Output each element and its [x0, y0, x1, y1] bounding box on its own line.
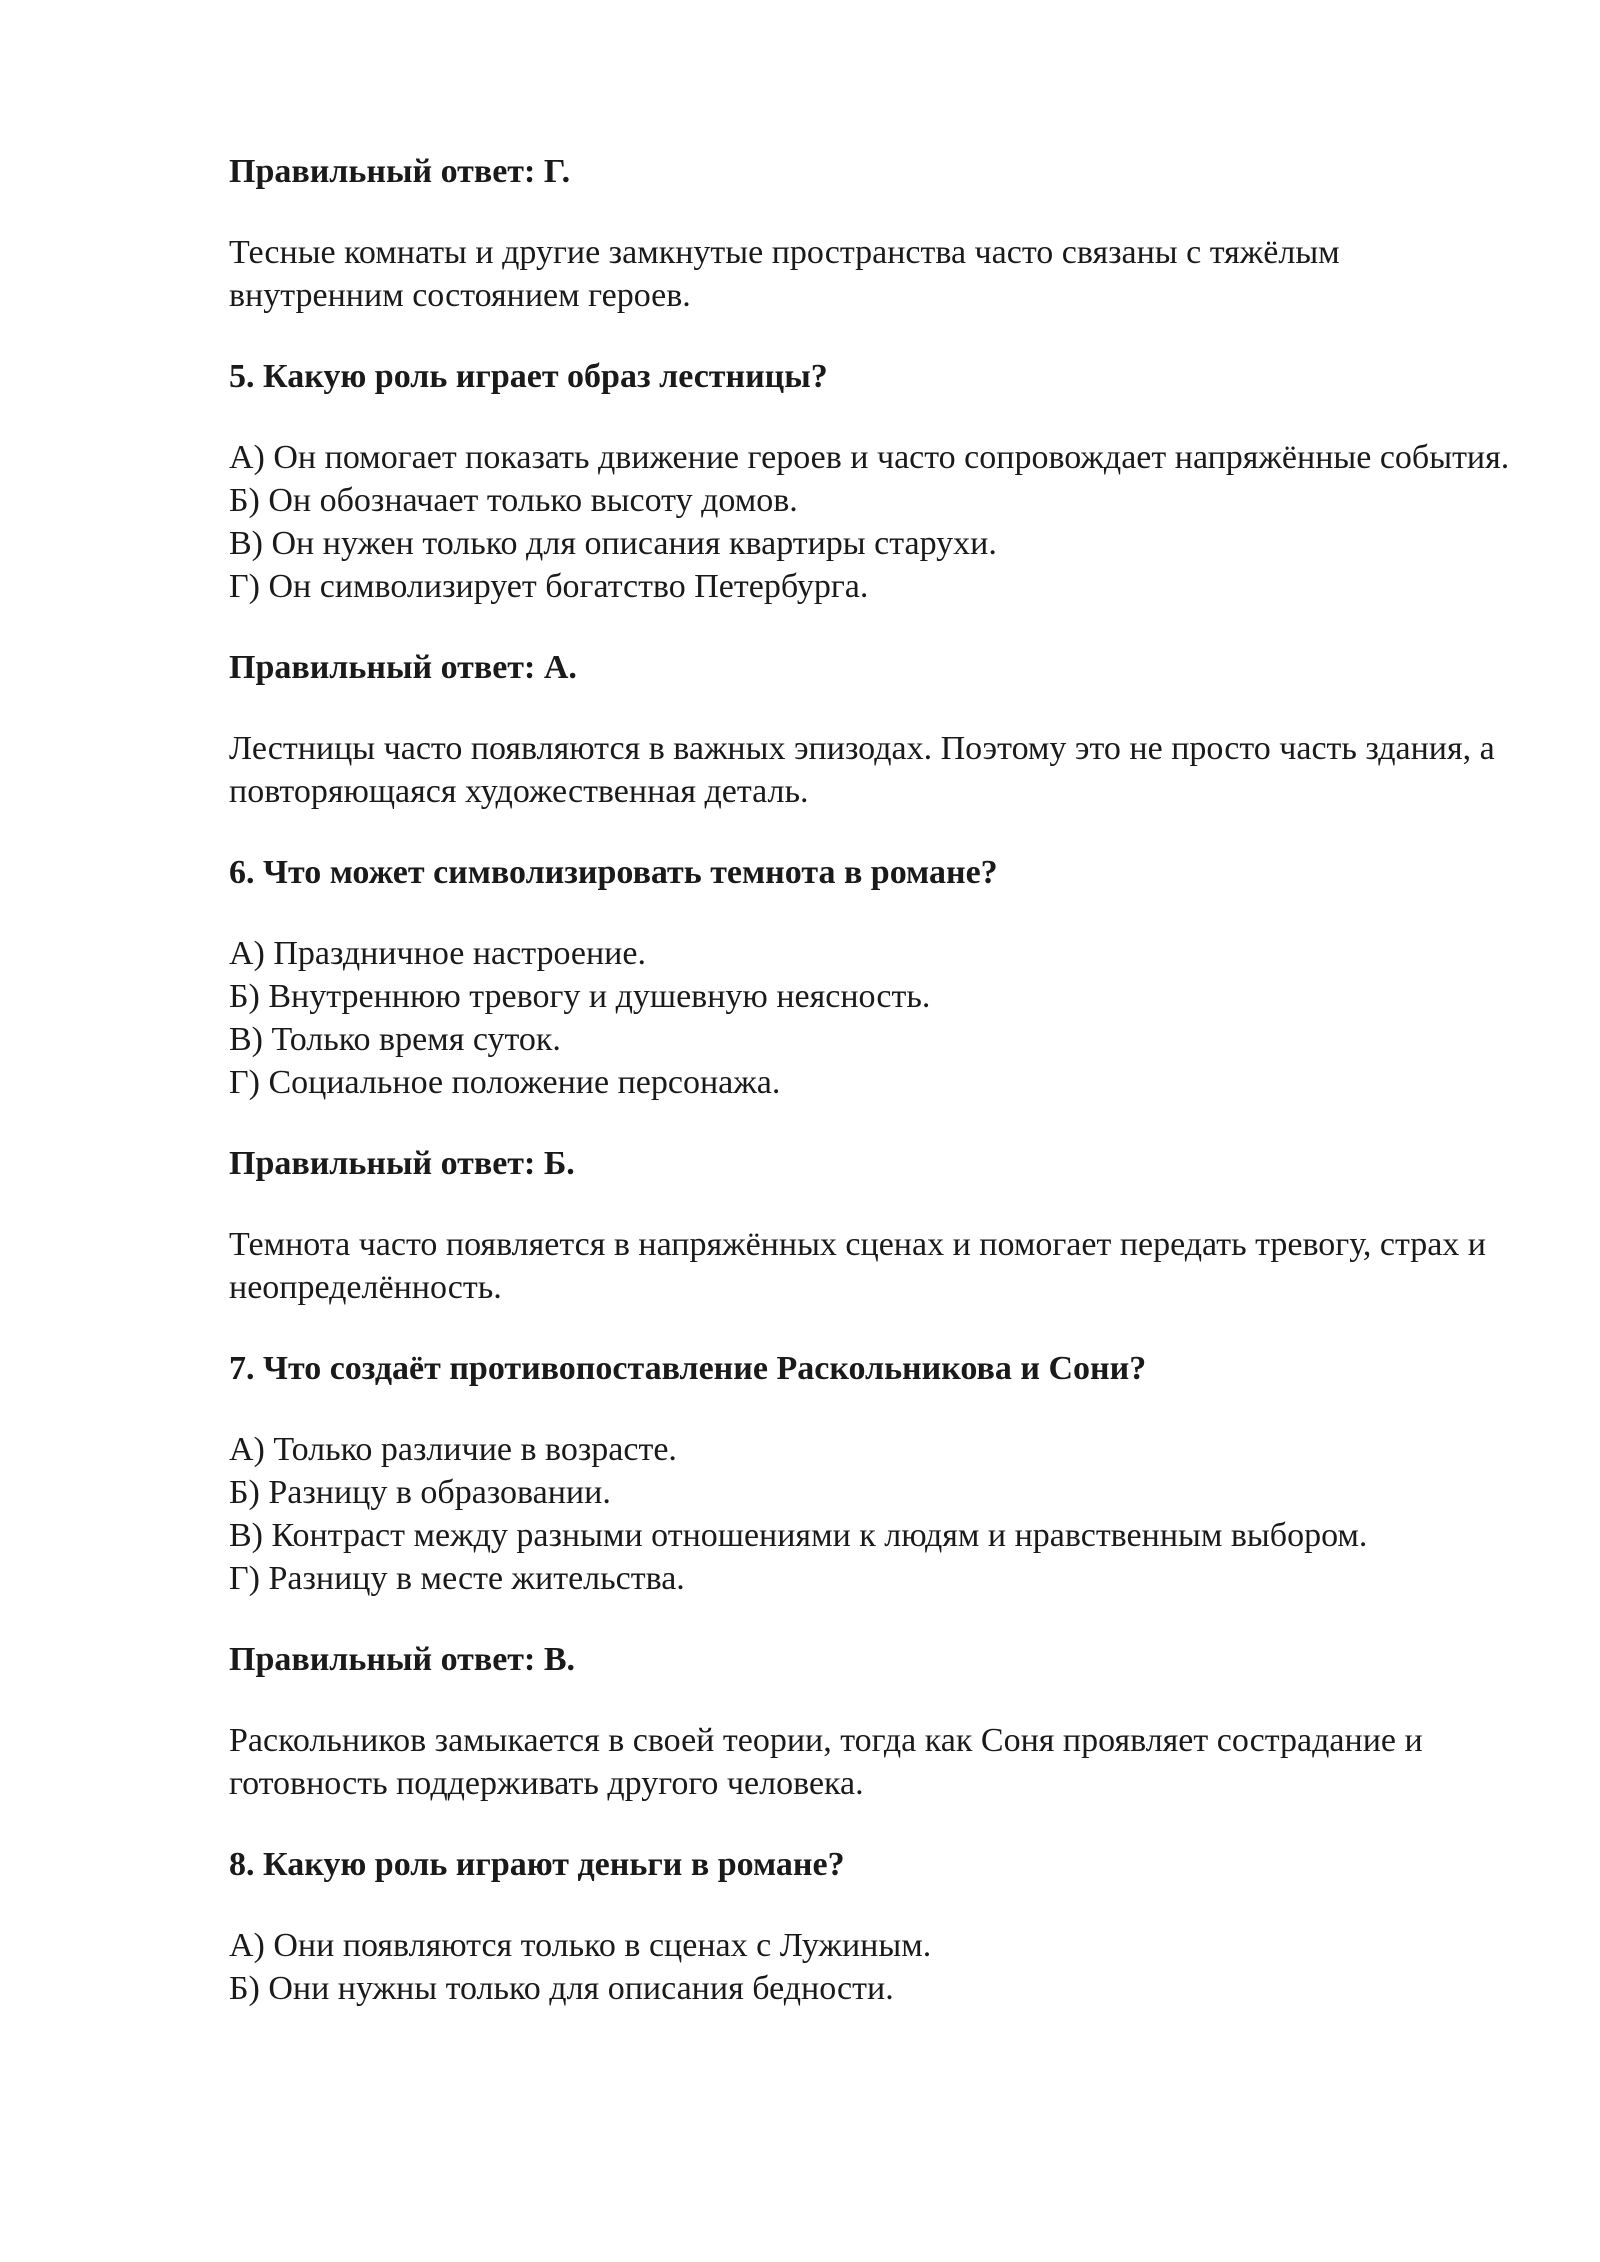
explanation-4: Тесные комнаты и другие замкнутые пространства часто связаны с тяжёлым внутренним состоянием героев. — [229, 234, 1340, 314]
option-a: А) Они появляются только в сценах с Лужиным. — [229, 1927, 932, 1964]
question-7: 7. Что создаёт противопоставление Раскольникова и Сони? — [229, 1350, 1147, 1387]
option-g: Г) Социальное положение персонажа. — [229, 1064, 781, 1101]
document-page — [229, 150, 1519, 2048]
option-v: В) Контраст между разными отношениями к людям и нравственным выбором. — [229, 1517, 1368, 1554]
option-a: А) Только различие в возрасте. — [229, 1431, 677, 1468]
answer-5: Правильный ответ: А. — [229, 649, 577, 686]
option-b: Б) Они нужны только для описания бедности. — [229, 1970, 894, 2007]
question-5-options — [229, 436, 1519, 608]
question-8: 8. Какую роль играют деньги в романе? — [229, 1846, 845, 1883]
option-b: Б) Разницу в образовании. — [229, 1474, 611, 1511]
option-b: Б) Он обозначает только высоту домов. — [229, 482, 798, 519]
option-v: В) Он нужен только для описания квартиры старухи. — [229, 525, 997, 562]
answer-7: Правильный ответ: В. — [229, 1641, 575, 1678]
explanation-7: Раскольников замыкается в своей теории, тогда как Соня проявляет сострадание и готовность поддерживать другого человека. — [229, 1722, 1423, 1802]
question-6: 6. Что может символизировать темнота в романе? — [229, 854, 998, 891]
option-g: Г) Разницу в месте жительства. — [229, 1560, 685, 1597]
option-g: Г) Он символизирует богатство Петербурга. — [229, 568, 869, 605]
question-6-options — [229, 932, 1519, 1104]
option-a: А) Он помогает показать движение героев и часто сопровождает напряжённые события. — [229, 439, 1510, 476]
question-5: 5. Какую роль играет образ лестницы? — [229, 358, 828, 395]
option-a: А) Праздничное настроение. — [229, 935, 646, 972]
answer-6: Правильный ответ: Б. — [229, 1145, 575, 1182]
question-7-options — [229, 1428, 1519, 1600]
answer-4: Правильный ответ: Г. — [229, 153, 571, 190]
option-v: В) Только время суток. — [229, 1021, 561, 1058]
question-8-options — [229, 1924, 1519, 2010]
explanation-5: Лестницы часто появляются в важных эпизодах. Поэтому это не просто часть здания, а повторяющаяся художественная деталь. — [229, 730, 1495, 810]
explanation-6: Темнота часто появляется в напряжённых сценах и помогает передать тревогу, страх и неопределённость. — [229, 1226, 1487, 1306]
option-b: Б) Внутреннюю тревогу и душевную неясность. — [229, 978, 931, 1015]
